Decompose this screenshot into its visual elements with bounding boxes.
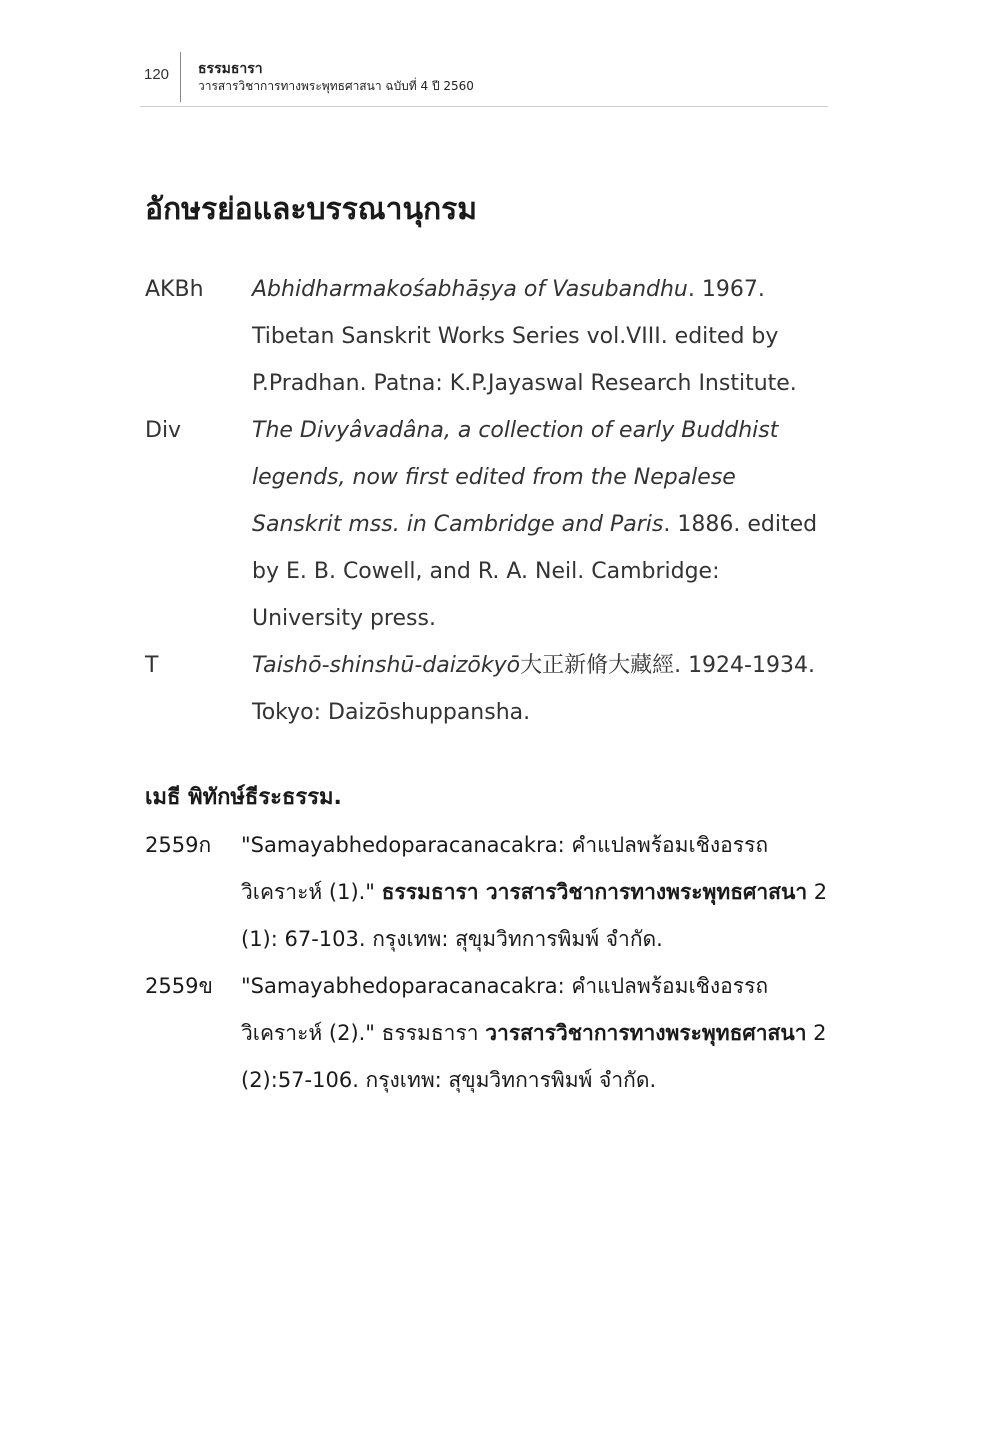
header-divider <box>180 52 181 102</box>
journal-name: ธรรมธารา <box>198 61 263 77</box>
publication-details: . 1967. Tibetan Sanskrit Works Series vol.VIII. edited by P.Pradhan. Patna: K.P.Jayaswal Research Institute. <box>252 277 797 396</box>
abbreviation-entry <box>145 642 831 736</box>
work-title: The Divyâvadâna, a collection of early Buddhist legends, now first edited from the Nepalese Sanskrit mss. in Cambridge and Paris <box>252 418 779 537</box>
abbreviation-code: T <box>145 653 159 678</box>
reference-entry <box>145 963 831 1104</box>
reference-details: 2 (1): 67-103. กรุงเทพ: สุขุมวิทการพิมพ์ จำกัด. <box>241 880 828 951</box>
work-title: Abhidharmakośabhāṣya of Vasubandhu <box>252 277 688 302</box>
publication-details: . 1886. edited by E. B. Cowell, and R. A. Neil. Cambridge: University press. <box>252 512 818 631</box>
page-number: 120 <box>144 66 170 83</box>
reference-year: 2559ก <box>145 833 212 857</box>
abbreviation-list <box>145 266 831 736</box>
reference-list <box>145 822 831 1104</box>
page-header <box>140 48 828 107</box>
reference-journal: ธรรมธารา วารสารวิชาการทางพระพุทธศาสนา <box>381 880 808 904</box>
reference-year: 2559ข <box>145 974 213 998</box>
abbreviation-description <box>252 266 831 407</box>
reference-description <box>241 963 831 1104</box>
reference-description <box>241 822 831 963</box>
bibliography-author: เมธี พิทักษ์ธีระธรรม. <box>145 785 342 810</box>
publication-details: . 1924-1934. Tokyo: Daizōshuppansha. <box>252 653 815 725</box>
reference-title: "Samayabhedoparacanacakra: คำแปลพร้อมเชิงอรรถวิเคราะห์ (2)." ธรรมธารา <box>241 974 769 1045</box>
reference-title: "Samayabhedoparacanacakra: คำแปลพร้อมเชิงอรรถวิเคราะห์ (1)." <box>241 833 769 904</box>
work-title: Taishō-shinshū-daizōkyō <box>252 653 521 678</box>
cjk-title: 大正新脩大藏經 <box>520 653 675 678</box>
abbreviation-entry <box>145 407 831 642</box>
page-title: อักษรย่อและบรรณานุกรม <box>145 192 478 227</box>
reference-entry <box>145 822 831 963</box>
abbreviation-entry <box>145 266 831 407</box>
abbreviation-code: AKBh <box>145 277 204 302</box>
abbreviation-description <box>252 407 831 642</box>
journal-subtitle: วารสารวิชาการทางพระพุทธศาสนา ฉบับที่ 4 ปี 2560 <box>198 79 474 93</box>
reference-journal: วารสารวิชาการทางพระพุทธศาสนา <box>485 1021 807 1045</box>
abbreviation-code: Div <box>145 418 182 443</box>
reference-details: 2 (2):57-106. กรุงเทพ: สุขุมวิทการพิมพ์ จำกัด. <box>241 1021 827 1092</box>
abbreviation-description <box>252 642 831 736</box>
